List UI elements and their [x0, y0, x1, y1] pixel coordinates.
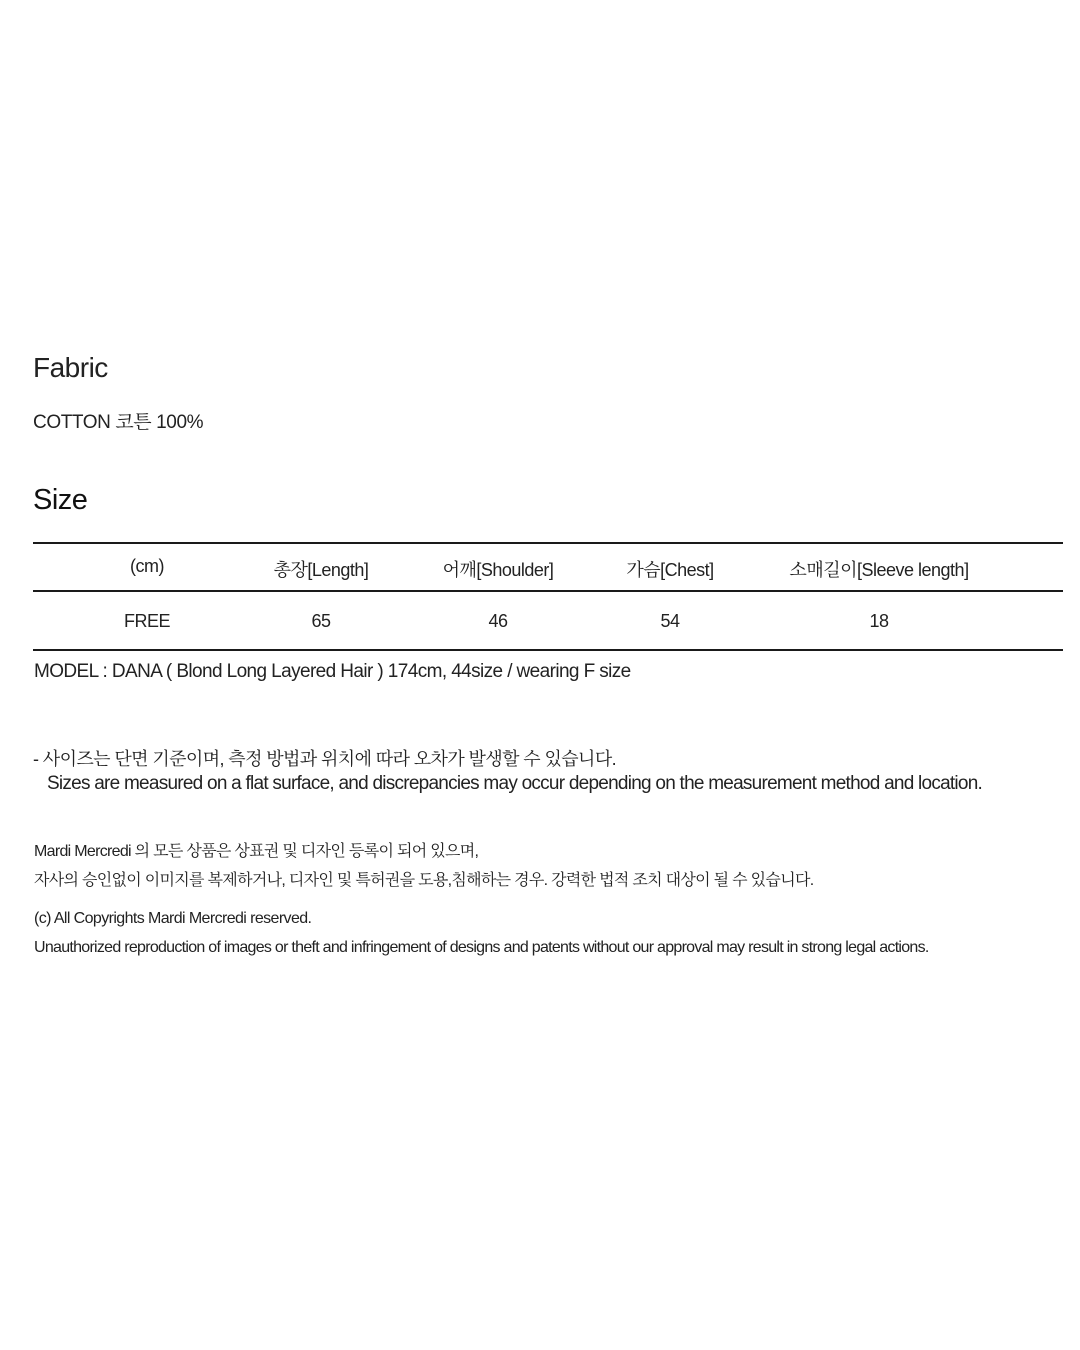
- row-length-value: 65: [311, 611, 331, 631]
- header-unit: (cm): [130, 556, 164, 576]
- fabric-heading: Fabric: [33, 352, 108, 383]
- table-top-rule: [33, 542, 1063, 544]
- header-shoulder: 어깨[Shoulder]: [442, 560, 554, 580]
- table-header-rule: [33, 590, 1063, 592]
- model-info: MODEL : DANA ( Blond Long Layered Hair ) 174cm, 44size / wearing F size: [34, 661, 631, 682]
- header-length: 총장[Length]: [273, 560, 369, 580]
- size-notice-korean: - 사이즈는 단면 기준이며, 측정 방법과 위치에 따라 오차가 발생할 수 있습니다.: [33, 749, 617, 769]
- table-bottom-rule: [33, 649, 1063, 651]
- copyright-korean-line-1: Mardi Mercredi 의 모든 상품은 상표권 및 디자인 등록이 되어 있으며,: [34, 843, 479, 860]
- row-sleeve-value: 18: [869, 611, 889, 631]
- row-size-label: FREE: [123, 611, 171, 631]
- row-chest-value: 54: [660, 611, 680, 631]
- header-sleeve-length: 소매길이[Sleeve length]: [789, 560, 969, 580]
- copyright-korean-line-2: 자사의 승인없이 이미지를 복제하거나, 디자인 및 특허권을 도용,침해하는 경우. 강력한 법적 조치 대상이 될 수 있습니다.: [34, 872, 814, 889]
- copyright-english-line-2: Unauthorized reproduction of images or theft and infringement of designs and patents without our approval may result in strong legal actions.: [34, 939, 929, 956]
- fabric-composition: COTTON 코튼 100%: [33, 412, 204, 433]
- header-chest: 가슴[Chest]: [626, 560, 714, 580]
- size-notice-english: Sizes are measured on a flat surface, and discrepancies may occur depending on the measurement method and location.: [47, 773, 983, 794]
- size-heading: Size: [33, 484, 88, 516]
- row-shoulder-value: 46: [488, 611, 508, 631]
- copyright-english-line-1: (c) All Copyrights Mardi Mercredi reserved.: [34, 910, 312, 927]
